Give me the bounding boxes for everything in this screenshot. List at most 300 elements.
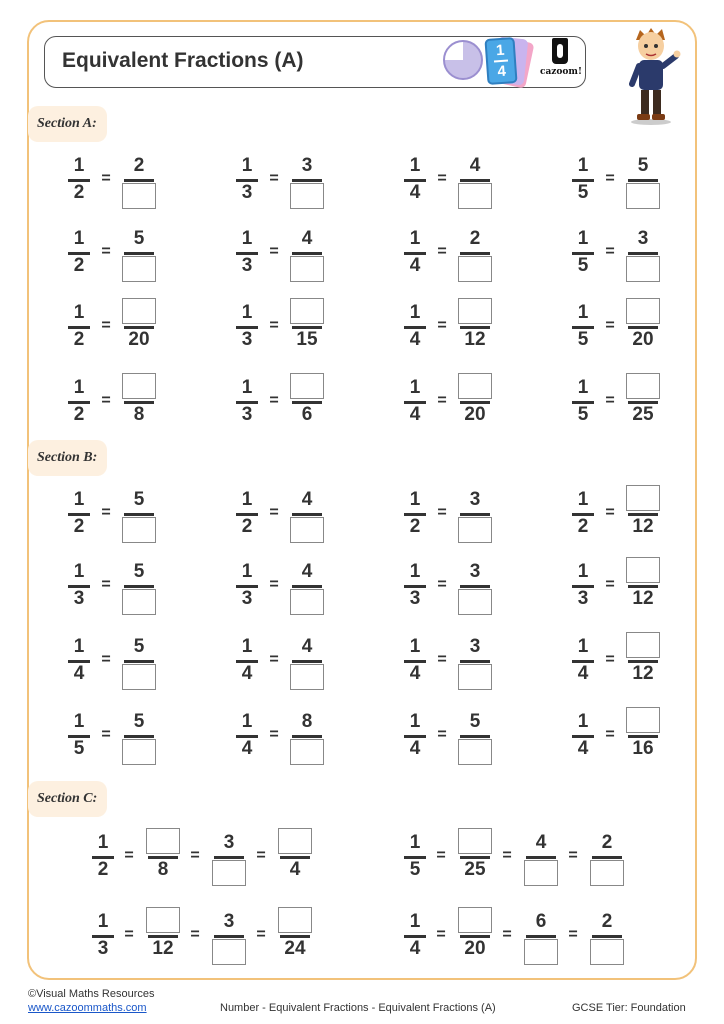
fraction	[622, 711, 664, 761]
fraction	[400, 636, 430, 686]
denominator: 20	[464, 938, 486, 959]
numerator: 1	[241, 377, 253, 398]
fraction	[64, 711, 94, 761]
fraction	[118, 377, 160, 427]
fraction-bar	[592, 935, 622, 938]
answer-box[interactable]	[290, 373, 324, 399]
numerator: 1	[409, 489, 421, 510]
equals-sign: =	[605, 651, 615, 668]
numerator: 1	[577, 561, 589, 582]
fraction	[64, 228, 94, 278]
fraction-bar	[124, 585, 154, 588]
fraction-bar	[460, 585, 490, 588]
numerator: 1	[73, 228, 85, 249]
page-title: Equivalent Fractions (A)	[62, 49, 304, 72]
denominator: 5	[577, 404, 589, 425]
equals-sign: =	[101, 651, 111, 668]
denominator: 12	[152, 938, 174, 959]
logo-glyph-icon	[552, 38, 568, 64]
numerator: 5	[133, 711, 145, 732]
equals-sign: =	[502, 847, 512, 864]
fraction	[520, 832, 562, 882]
equals-sign: =	[437, 317, 447, 334]
section-b-label: Section B:	[28, 440, 107, 476]
denominator: 8	[157, 859, 169, 880]
fraction	[454, 155, 496, 205]
answer-box[interactable]	[626, 183, 660, 209]
numerator: 1	[241, 302, 253, 323]
equals-sign: =	[568, 926, 578, 943]
answer-box[interactable]	[458, 517, 492, 543]
numerator: 3	[301, 155, 313, 176]
denominator: 4	[409, 663, 421, 684]
fraction-bar	[460, 513, 490, 516]
answer-box[interactable]	[290, 739, 324, 765]
fraction-bar	[460, 179, 490, 182]
numerator: 1	[73, 302, 85, 323]
fraction	[586, 911, 628, 961]
answer-box[interactable]	[590, 939, 624, 965]
denominator: 2	[73, 182, 85, 203]
denominator: 12	[632, 516, 654, 537]
fraction	[622, 561, 664, 611]
website-link[interactable]: www.cazoommaths.com	[28, 1002, 147, 1014]
numerator: 4	[535, 832, 547, 853]
denominator: 5	[577, 182, 589, 203]
answer-box[interactable]	[626, 298, 660, 324]
equals-sign: =	[269, 392, 279, 409]
fraction	[232, 711, 262, 761]
denominator: 4	[241, 663, 253, 684]
numerator: 1	[577, 377, 589, 398]
fraction	[454, 489, 496, 539]
fraction-bar	[214, 935, 244, 938]
denominator: 20	[128, 329, 150, 350]
card-denominator: 4	[496, 62, 507, 81]
numerator: 1	[577, 636, 589, 657]
numerator: 5	[133, 489, 145, 510]
numerator: 5	[469, 711, 481, 732]
denominator: 4	[577, 738, 589, 759]
fraction	[622, 302, 664, 352]
equals-sign: =	[437, 576, 447, 593]
equals-sign: =	[568, 847, 578, 864]
denominator: 4	[73, 663, 85, 684]
answer-box[interactable]	[458, 373, 492, 399]
fraction	[454, 636, 496, 686]
fraction	[454, 377, 496, 427]
tier-text: GCSE Tier: Foundation	[572, 1002, 686, 1014]
fraction	[454, 711, 496, 761]
fraction-bar	[460, 735, 490, 738]
denominator: 12	[632, 663, 654, 684]
fraction	[622, 489, 664, 539]
fraction	[622, 377, 664, 427]
fraction-bar	[460, 252, 490, 255]
fraction	[118, 489, 160, 539]
answer-box[interactable]	[278, 907, 312, 933]
answer-box[interactable]	[524, 939, 558, 965]
answer-box[interactable]	[290, 183, 324, 209]
numerator: 3	[637, 228, 649, 249]
answer-box[interactable]	[290, 256, 324, 282]
numerator: 1	[409, 832, 421, 853]
numerator: 1	[577, 489, 589, 510]
fraction	[586, 832, 628, 882]
denominator: 24	[284, 938, 306, 959]
fraction-bar	[292, 585, 322, 588]
fraction	[118, 228, 160, 278]
fraction	[286, 377, 328, 427]
fraction	[568, 636, 598, 686]
pie-chart-icon	[443, 40, 483, 80]
fraction	[232, 155, 262, 205]
numerator: 1	[409, 636, 421, 657]
denominator: 2	[73, 255, 85, 276]
numerator: 2	[469, 228, 481, 249]
fraction	[232, 561, 262, 611]
fraction-bar	[460, 660, 490, 663]
fraction	[622, 228, 664, 278]
numerator: 1	[577, 711, 589, 732]
denominator: 4	[409, 404, 421, 425]
denominator: 3	[241, 329, 253, 350]
numerator: 5	[133, 561, 145, 582]
section-a-label: Section A:	[28, 106, 107, 142]
numerator: 1	[241, 155, 253, 176]
fraction-bar	[292, 513, 322, 516]
numerator: 1	[73, 711, 85, 732]
equals-sign: =	[269, 576, 279, 593]
numerator: 1	[97, 911, 109, 932]
equals-sign: =	[436, 926, 446, 943]
fraction	[568, 228, 598, 278]
fraction	[622, 155, 664, 205]
denominator: 3	[241, 404, 253, 425]
answer-box[interactable]	[458, 664, 492, 690]
fraction	[400, 832, 430, 882]
answer-box[interactable]	[626, 707, 660, 733]
answer-box[interactable]	[458, 183, 492, 209]
denominator: 20	[632, 329, 654, 350]
denominator: 12	[632, 588, 654, 609]
answer-box[interactable]	[626, 373, 660, 399]
denominator: 4	[409, 738, 421, 759]
fraction-bar	[292, 660, 322, 663]
fraction	[88, 911, 118, 961]
denominator: 4	[577, 663, 589, 684]
numerator: 1	[409, 911, 421, 932]
fraction-bar	[292, 735, 322, 738]
fraction	[454, 228, 496, 278]
equals-sign: =	[256, 847, 266, 864]
denominator: 2	[577, 516, 589, 537]
fraction	[286, 561, 328, 611]
answer-box[interactable]	[458, 256, 492, 282]
fraction-bar	[292, 252, 322, 255]
fraction	[64, 489, 94, 539]
fraction	[400, 911, 430, 961]
answer-box[interactable]	[122, 664, 156, 690]
numerator: 1	[409, 561, 421, 582]
fraction-bar	[526, 935, 556, 938]
answer-box[interactable]	[122, 517, 156, 543]
denominator: 16	[632, 738, 654, 759]
equals-sign: =	[605, 392, 615, 409]
fraction	[142, 832, 184, 882]
fraction	[286, 155, 328, 205]
fraction	[454, 561, 496, 611]
answer-box[interactable]	[458, 298, 492, 324]
equals-sign: =	[605, 576, 615, 593]
fraction	[400, 561, 430, 611]
answer-box[interactable]	[626, 557, 660, 583]
fraction-card-icon	[484, 37, 517, 85]
answer-box[interactable]	[122, 298, 156, 324]
denominator: 5	[73, 738, 85, 759]
denominator: 2	[73, 329, 85, 350]
numerator: 5	[637, 155, 649, 176]
fraction	[118, 711, 160, 761]
answer-box[interactable]	[290, 517, 324, 543]
numerator: 3	[223, 832, 235, 853]
denominator: 4	[409, 329, 421, 350]
equals-sign: =	[269, 317, 279, 334]
denominator: 3	[577, 588, 589, 609]
answer-box[interactable]	[458, 828, 492, 854]
numerator: 1	[577, 228, 589, 249]
answer-box[interactable]	[122, 373, 156, 399]
fraction	[286, 636, 328, 686]
fraction	[232, 489, 262, 539]
equals-sign: =	[269, 243, 279, 260]
fraction	[208, 911, 250, 961]
numerator: 1	[577, 302, 589, 323]
fraction	[400, 155, 430, 205]
answer-box[interactable]	[524, 860, 558, 886]
denominator: 3	[409, 588, 421, 609]
equals-sign: =	[101, 317, 111, 334]
equals-sign: =	[269, 726, 279, 743]
equals-sign: =	[124, 847, 134, 864]
denominator: 20	[464, 404, 486, 425]
answer-box[interactable]	[122, 256, 156, 282]
fraction	[568, 302, 598, 352]
equals-sign: =	[101, 170, 111, 187]
denominator: 8	[133, 404, 145, 425]
denominator: 2	[409, 516, 421, 537]
equals-sign: =	[502, 926, 512, 943]
equals-sign: =	[605, 504, 615, 521]
fraction	[568, 561, 598, 611]
numerator: 1	[241, 489, 253, 510]
equals-sign: =	[101, 392, 111, 409]
fraction	[64, 561, 94, 611]
denominator: 3	[241, 588, 253, 609]
equals-sign: =	[605, 317, 615, 334]
numerator: 4	[301, 228, 313, 249]
equals-sign: =	[256, 926, 266, 943]
equals-sign: =	[437, 651, 447, 668]
denominator: 3	[241, 255, 253, 276]
copyright-text: ©Visual Maths Resources	[28, 988, 155, 1000]
fraction	[274, 911, 316, 961]
answer-box[interactable]	[290, 664, 324, 690]
fraction-bar	[526, 856, 556, 859]
answer-box[interactable]	[212, 860, 246, 886]
numerator: 1	[73, 636, 85, 657]
numerator: 2	[601, 911, 613, 932]
fraction	[232, 377, 262, 427]
numerator: 4	[301, 489, 313, 510]
denominator: 4	[409, 938, 421, 959]
numerator: 1	[241, 561, 253, 582]
equals-sign: =	[190, 926, 200, 943]
fraction-bar	[124, 252, 154, 255]
fraction	[232, 636, 262, 686]
answer-box[interactable]	[146, 907, 180, 933]
denominator: 6	[301, 404, 313, 425]
equals-sign: =	[605, 726, 615, 743]
fraction	[64, 155, 94, 205]
denominator: 2	[73, 516, 85, 537]
fraction	[622, 636, 664, 686]
denominator: 15	[296, 329, 318, 350]
denominator: 3	[97, 938, 109, 959]
answer-box[interactable]	[146, 828, 180, 854]
numerator: 4	[301, 561, 313, 582]
fraction	[568, 711, 598, 761]
denominator: 4	[409, 255, 421, 276]
numerator: 1	[409, 711, 421, 732]
fraction	[208, 832, 250, 882]
fraction-bar	[124, 735, 154, 738]
fraction	[118, 636, 160, 686]
numerator: 1	[409, 155, 421, 176]
fraction-bar	[214, 856, 244, 859]
equals-sign: =	[101, 243, 111, 260]
denominator: 4	[289, 859, 301, 880]
fraction	[64, 377, 94, 427]
equals-sign: =	[190, 847, 200, 864]
fraction	[454, 832, 496, 882]
answer-box[interactable]	[626, 485, 660, 511]
answer-box[interactable]	[122, 183, 156, 209]
numerator: 4	[301, 636, 313, 657]
answer-box[interactable]	[122, 739, 156, 765]
fraction	[400, 711, 430, 761]
fraction-bar	[124, 179, 154, 182]
denominator: 4	[409, 182, 421, 203]
answer-box[interactable]	[212, 939, 246, 965]
numerator: 1	[73, 377, 85, 398]
equals-sign: =	[437, 243, 447, 260]
mascot-character-icon	[620, 26, 682, 126]
card-numerator: 1	[495, 41, 506, 60]
denominator: 2	[97, 859, 109, 880]
fraction	[64, 636, 94, 686]
answer-box[interactable]	[458, 907, 492, 933]
equals-sign: =	[437, 726, 447, 743]
numerator: 3	[469, 561, 481, 582]
numerator: 4	[469, 155, 481, 176]
topic-text: Number - Equivalent Fractions - Equivalent Fractions (A)	[220, 1002, 496, 1014]
denominator: 2	[73, 404, 85, 425]
denominator: 4	[241, 738, 253, 759]
answer-box[interactable]	[626, 256, 660, 282]
equals-sign: =	[605, 170, 615, 187]
answer-box[interactable]	[290, 589, 324, 615]
fraction	[118, 155, 160, 205]
fraction	[454, 911, 496, 961]
answer-box[interactable]	[458, 739, 492, 765]
fraction	[286, 228, 328, 278]
fraction	[118, 561, 160, 611]
numerator: 3	[223, 911, 235, 932]
cazoom-logo	[540, 38, 580, 84]
equals-sign: =	[437, 504, 447, 521]
answer-box[interactable]	[626, 632, 660, 658]
answer-box[interactable]	[590, 860, 624, 886]
fraction-bar	[628, 179, 658, 182]
numerator: 2	[133, 155, 145, 176]
equals-sign: =	[269, 504, 279, 521]
numerator: 1	[409, 228, 421, 249]
fraction	[274, 832, 316, 882]
fraction	[400, 302, 430, 352]
numerator: 6	[535, 911, 547, 932]
equals-sign: =	[437, 170, 447, 187]
denominator: 5	[409, 859, 421, 880]
denominator: 3	[241, 182, 253, 203]
denominator: 25	[632, 404, 654, 425]
fraction	[400, 489, 430, 539]
equals-sign: =	[101, 576, 111, 593]
fraction	[64, 302, 94, 352]
section-c-label: Section C:	[28, 781, 107, 817]
denominator: 5	[577, 329, 589, 350]
fraction	[118, 302, 160, 352]
answer-box[interactable]	[458, 589, 492, 615]
numerator: 3	[469, 636, 481, 657]
fraction	[286, 489, 328, 539]
fraction	[232, 228, 262, 278]
fraction-bar	[124, 660, 154, 663]
numerator: 1	[241, 228, 253, 249]
fraction	[400, 228, 430, 278]
answer-box[interactable]	[122, 589, 156, 615]
numerator: 1	[73, 155, 85, 176]
numerator: 5	[133, 228, 145, 249]
equals-sign: =	[605, 243, 615, 260]
denominator: 12	[464, 329, 486, 350]
fraction	[286, 302, 328, 352]
answer-box[interactable]	[290, 298, 324, 324]
equals-sign: =	[101, 726, 111, 743]
numerator: 8	[301, 711, 313, 732]
fraction	[232, 302, 262, 352]
denominator: 5	[577, 255, 589, 276]
equals-sign: =	[437, 392, 447, 409]
numerator: 1	[241, 711, 253, 732]
numerator: 1	[409, 377, 421, 398]
fraction	[568, 377, 598, 427]
equals-sign: =	[269, 170, 279, 187]
fraction-bar	[592, 856, 622, 859]
fraction	[286, 711, 328, 761]
fraction	[142, 911, 184, 961]
answer-box[interactable]	[278, 828, 312, 854]
